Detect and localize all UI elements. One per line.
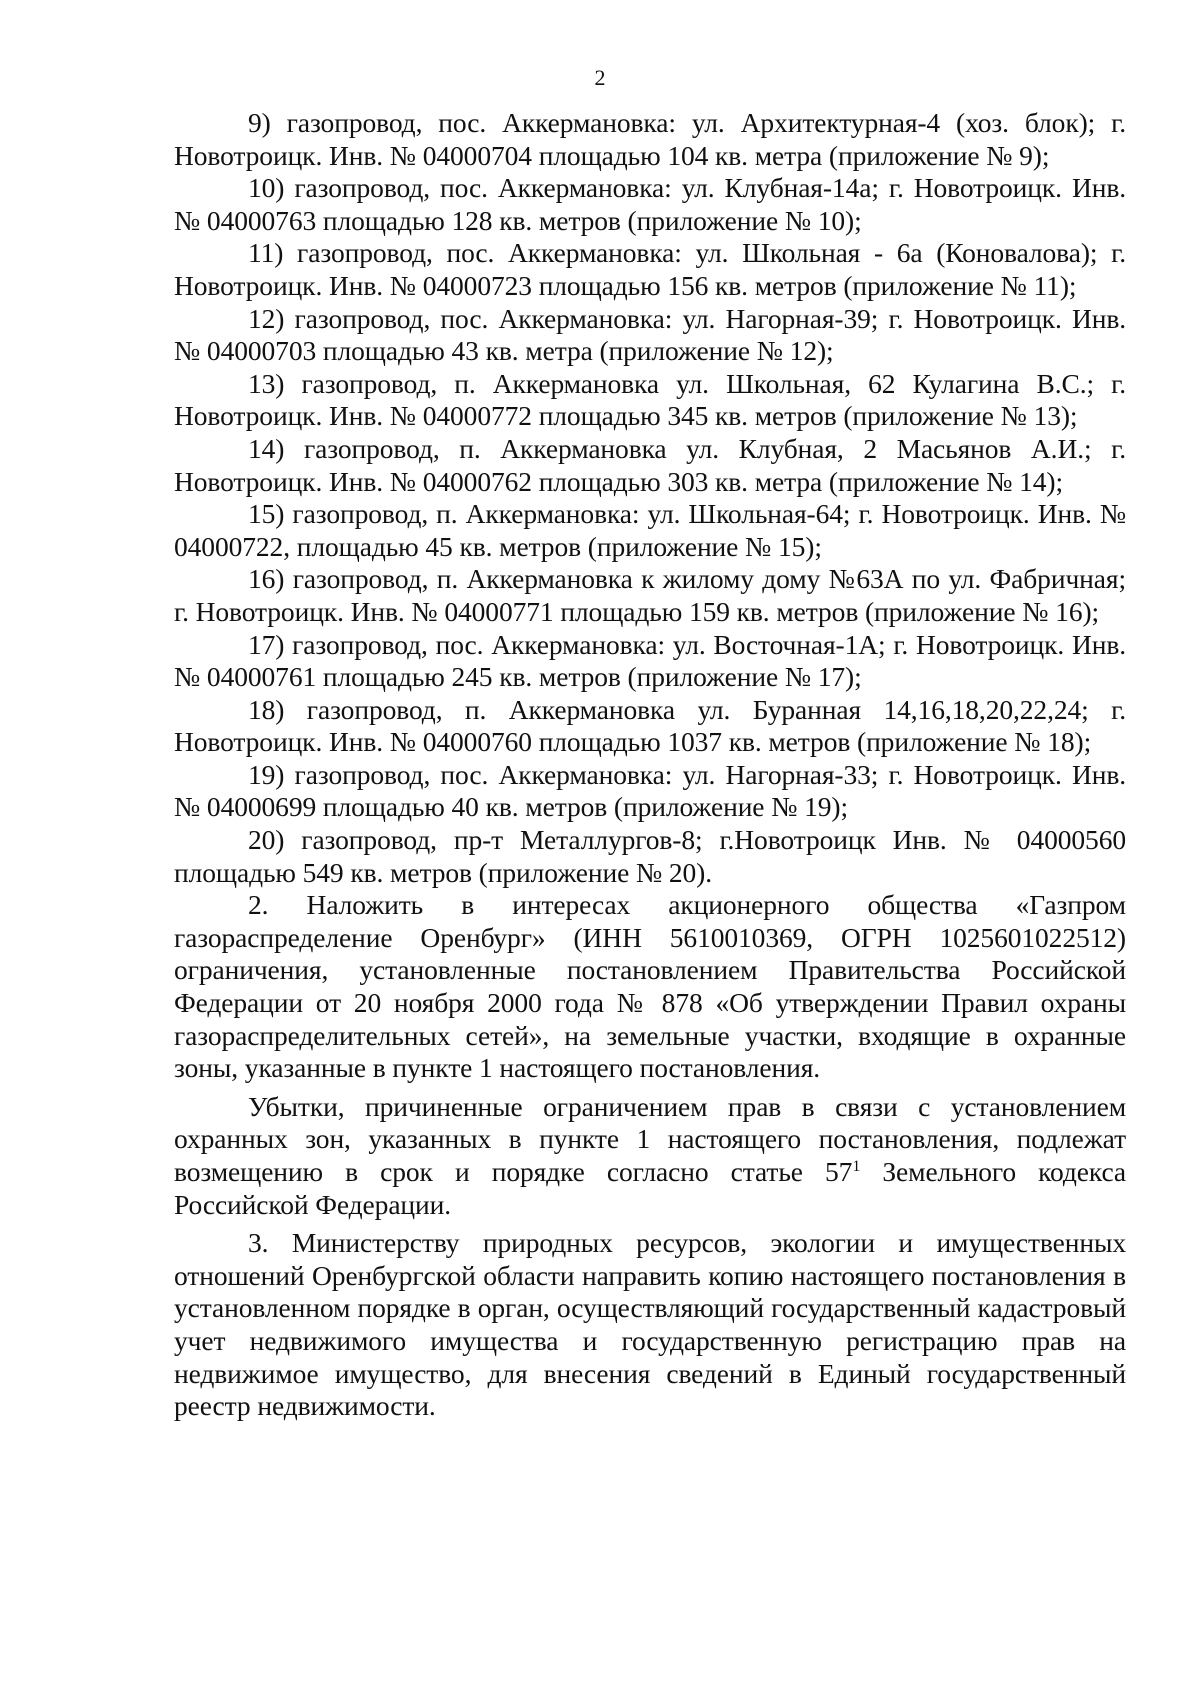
list-item: 14) газопровод, п. Аккермановка ул. Клубная, 2 Масьянов А.И.; г. Новотроицк. Инв. № 04000762 площадью 303 кв. метра (приложение № 14); — [174, 432, 1126, 497]
list-item: 10) газопровод, пос. Аккермановка: ул. Клубная-14а; г. Новотроицк. Инв. № 04000763 площадью 128 кв. метров (приложение № 10); — [174, 172, 1126, 236]
list-item: 9) газопровод, пос. Аккермановка: ул. Архитектурная-4 (хоз. блок); г. Новотроицк. Инв. № 04000704 площадью 104 кв. метра (приложение № 9); — [174, 107, 1126, 171]
losses-paragraph — [174, 1091, 1126, 1221]
list-item: 16) газопровод, п. Аккермановка к жилому дому №63А по ул. Фабричная; г. Новотроицк. Инв. № 04000771 площадью 159 кв. метров (приложение № 16); — [174, 563, 1126, 627]
losses-text-end: Земельного кодекса Российской Федерации. — [174, 1156, 1127, 1220]
list-item: 17) газопровод, пос. Аккермановка: ул. Восточная-1А; г. Новотроицк. Инв. № 04000761 площадью 245 кв. метров (приложение № 17); — [174, 628, 1126, 693]
list-item: 20) газопровод, пр-т Металлургов-8; г.Новотроицк Инв. № 04000560 площадью 549 кв. метров (приложение № 20). — [174, 824, 1126, 888]
list-item: 19) газопровод, пос. Аккермановка: ул. Нагорная-33; г. Новотроицк. Инв. № 04000699 площадью 40 кв. метров (приложение № 19); — [174, 758, 1126, 823]
list-item: 11) газопровод, пос. Аккермановка: ул. Школьная - 6а (Коновалова); г. Новотроицк. Инв. № 04000723 площадью 156 кв. метров (приложение № 11); — [174, 237, 1126, 301]
losses-text: Убытки, причиненные ограничением прав в связи с установлением охранных зон, указанных в пункте 1 настоящего постановления, подлежат возмещению в срок и порядке согласно статье 57 — [174, 1090, 1126, 1187]
page-number: 2 — [594, 65, 606, 90]
list-item: 18) газопровод, п. Аккермановка ул. Буранная 14,16,18,20,22,24; г. Новотроицк. Инв. № 04000760 площадью 1037 кв. метров (приложение № 18); — [174, 693, 1126, 758]
list-item: 15) газопровод, п. Аккермановка: ул. Школьная-64; г. Новотроицк. Инв. № 04000722, площадью 45 кв. метров (приложение № 15); — [174, 498, 1126, 562]
section-3-paragraph: 3. Министерству природных ресурсов, экологии и имущественных отношений Оренбургской области направить копию настоящего постановления в установленном порядке в орган, осуществляющий государственный кадастровый учет недвижимого имущества и государственную регистрацию прав на недвижимое имущество, для внесения сведений в Единый государственный реестр недвижимости. — [174, 1227, 1126, 1422]
section-2-paragraph: 2. Наложить в интересах акционерного общества «Газпром газораспределение Оренбург» (ИНН 5610010369, ОГРН 1025601022512) ограничения, установленные постановлением Правительства Российской Федерации от 20 ноября 2000 года № 878 «Об утверждении Правил охраны газораспределительных сетей», на земельные участки, входящие в охранные зоны, указанные в пункте 1 настоящего постановления. — [174, 889, 1126, 1084]
document-body — [174, 107, 1126, 1423]
list-item: 12) газопровод, пос. Аккермановка: ул. Нагорная-39; г. Новотроицк. Инв. № 04000703 площадью 43 кв. метра (приложение № 12); — [174, 302, 1126, 367]
list-item: 13) газопровод, п. Аккермановка ул. Школьная, 62 Кулагина В.С.; г. Новотроицк. Инв. № 04000772 площадью 345 кв. метров (приложение № 13); — [174, 367, 1126, 432]
article-superscript: 1 — [852, 1157, 861, 1175]
